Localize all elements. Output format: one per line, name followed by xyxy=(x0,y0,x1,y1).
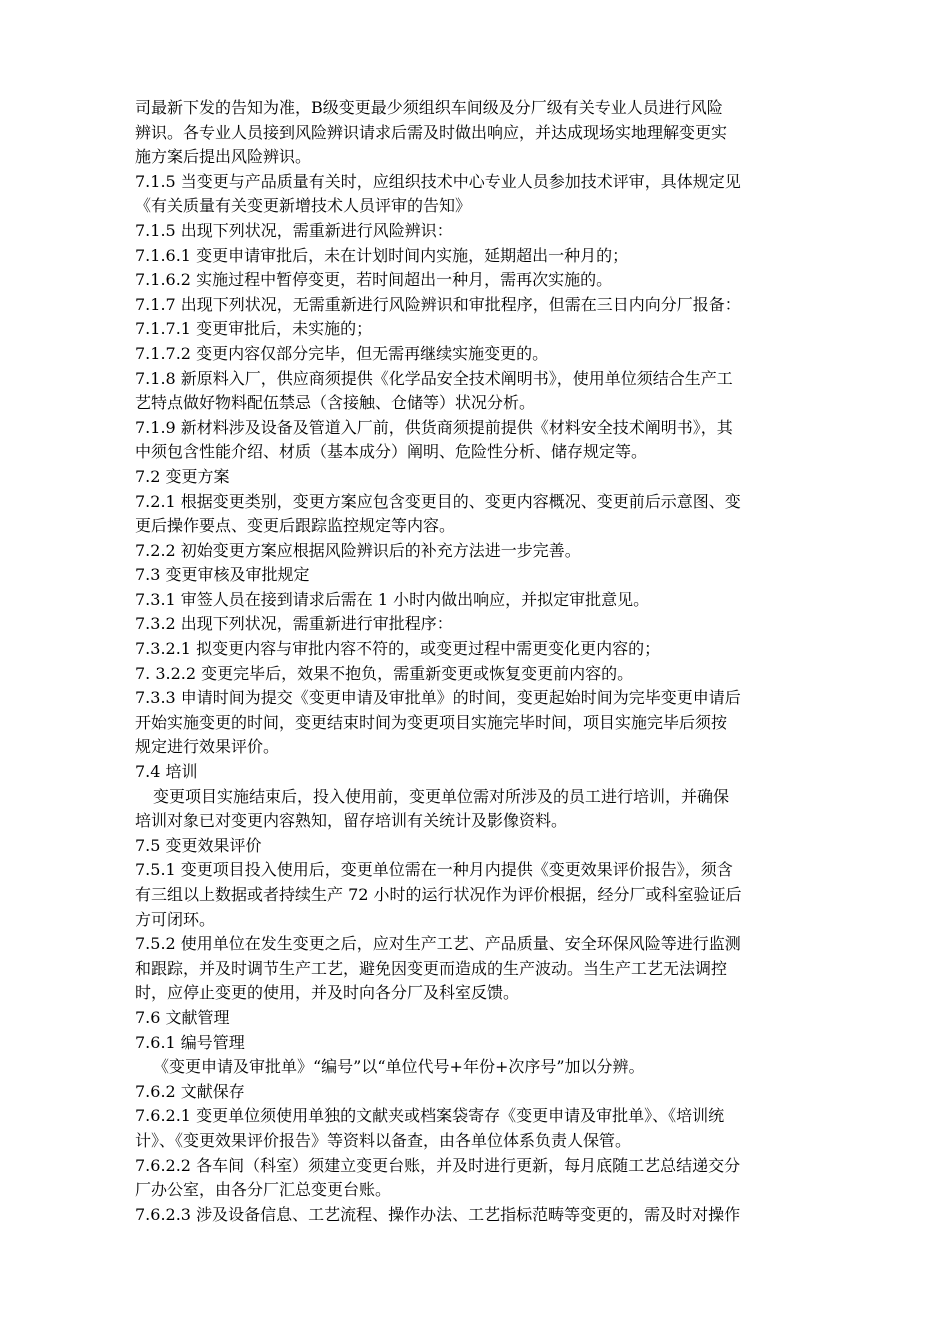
text-line: 7.2 变更方案 xyxy=(135,466,230,486)
text-line: 7.1.6.1 变更申请审批后，未在计划时间内实施，延期超出一种月的； xyxy=(135,245,629,265)
text-line: 7.1.8 新原料入厂，供应商须提供《化学品安全技术阐明书》，使用单位须结合生产工 xyxy=(135,368,733,388)
text-line: 7.3.2.1 拟变更内容与审批内容不符的，或变更过程中需更变化更内容的； xyxy=(135,639,661,659)
text-line: 7.3.2 出现下列状况，需重新进行审批程序： xyxy=(135,614,453,634)
text-line: 7.4 培训 xyxy=(135,762,198,782)
text-line: 和跟踪，并及时调节生产工艺，避免因变更而造成的生产波动。当生产工艺无法调控 xyxy=(135,958,728,978)
text-line: 7.5.2 使用单位在发生变更之后，应对生产工艺、产品质量、安全环保风险等进行监测 xyxy=(135,934,741,954)
text-line: 7. 3.2.2 变更完毕后，效果不抱负，需重新变更或恢复变更前内容的。 xyxy=(135,663,634,683)
document-body xyxy=(135,96,854,1227)
text-line: 《变更申请及审批单》“编号”以“单位代号+年份+次序号”加以分辨。 xyxy=(153,1057,645,1077)
text-line: 中须包含性能介绍、材质（基本成分）阐明、危险性分析、储存规定等。 xyxy=(135,442,648,462)
text-line: 开始实施变更的时间，变更结束时间为变更项目实施完毕时间，项目实施完毕后须按 xyxy=(135,712,728,732)
text-line: 7.6.1 编号管理 xyxy=(135,1032,245,1052)
text-line: 施方案后提出风险辨识。 xyxy=(135,147,312,167)
text-line: 7.1.5 当变更与产品质量有关时，应组织技术中心专业人员参加技术评审，具体规定见 xyxy=(135,171,741,191)
text-line: 7.1.9 新材料涉及设备及管道入厂前，供货商须提前提供《材料安全技术阐明书》，其 xyxy=(135,417,733,437)
text-line: 7.2.2 初始变更方案应根据风险辨识后的补充方法进一步完善。 xyxy=(135,540,581,560)
text-line: 司最新下发的告知为准，B级变更最少须组织车间级及分厂级有关专业人员进行风险 xyxy=(135,98,723,117)
text-line: 有三组以上数据或者持续生产 72 小时的运行状况作为评价根据，经分厂或科室验证后 xyxy=(135,885,742,904)
text-line: 7.1.6.2 实施过程中暂停变更，若时间超出一种月，需再次实施的。 xyxy=(135,270,613,290)
text-line: 7.3 变更审核及审批规定 xyxy=(135,565,310,585)
text-line: 时，应停止变更的使用，并及时向各分厂及科室反馈。 xyxy=(135,983,520,1003)
text-line: 变更项目实施结束后，投入使用前，变更单位需对所涉及的员工进行培训，并确保 xyxy=(153,786,730,806)
text-line: 艺特点做好物料配伍禁忌（含接触、仓储等）状况分析。 xyxy=(135,393,536,413)
text-line: 计》、《变更效果评价报告》等资料以备查，由各单位体系负责人保管。 xyxy=(135,1130,632,1150)
text-line: 更后操作要点、变更后跟踪监控规定等内容。 xyxy=(135,516,456,536)
text-line: 《有关质量有关变更新增技术人员评审的告知》 xyxy=(135,196,472,216)
text-line: 培训对象已对变更内容熟知，留存培训有关统计及影像资料。 xyxy=(135,811,568,831)
text-line: 辨识。各专业人员接到风险辨识请求后需及时做出响应，并达成现场实地理解变更实 xyxy=(135,122,728,142)
text-line: 7.6.2.3 涉及设备信息、工艺流程、操作办法、工艺指标范畴等变更的，需及时对操作 xyxy=(135,1204,741,1224)
text-line: 7.2.1 根据变更类别，变更方案应包含变更目的、变更内容概况、变更前后示意图、变 xyxy=(135,491,741,511)
text-line: 7.1.7.2 变更内容仅部分完毕，但无需再继续实施变更的。 xyxy=(135,343,549,363)
text-line: 7.5 变更效果评价 xyxy=(135,835,262,855)
text-line: 方可闭环。 xyxy=(135,909,216,929)
text-line: 厂办公室，由各分厂汇总变更台账。 xyxy=(135,1180,392,1200)
text-line: 7.3.3 申请时间为提交《变更申请及审批单》的时间，变更起始时间为完毕变更申请后 xyxy=(135,688,741,708)
text-line: 7.1.5 出现下列状况，需重新进行风险辨识： xyxy=(135,220,453,240)
text-line: 7.1.7 出现下列状况，无需重新进行风险辨识和审批程序，但需在三日内向分厂报备： xyxy=(135,294,741,314)
text-line: 规定进行效果评价。 xyxy=(135,737,280,757)
text-line: 7.6 文献管理 xyxy=(135,1007,230,1027)
text-line: 7.6.2.1 变更单位须使用单独的文献夹或档案袋寄存《变更申请及审批单》、《培训统 xyxy=(135,1106,725,1126)
text-line: 7.6.2 文献保存 xyxy=(135,1081,245,1101)
text-line: 7.5.1 变更项目投入使用后，变更单位需在一种月内提供《变更效果评价报告》，须含 xyxy=(135,860,733,880)
text-line: 7.6.2.2 各车间（科室）须建立变更台账，并及时进行更新，每月底随工艺总结递交分 xyxy=(135,1155,741,1175)
text-line: 7.1.7.1 变更审批后，未实施的； xyxy=(135,319,373,339)
text-line: 7.3.1 审签人员在接到请求后需在 1 小时内做出响应，并拟定审批意见。 xyxy=(135,589,650,609)
